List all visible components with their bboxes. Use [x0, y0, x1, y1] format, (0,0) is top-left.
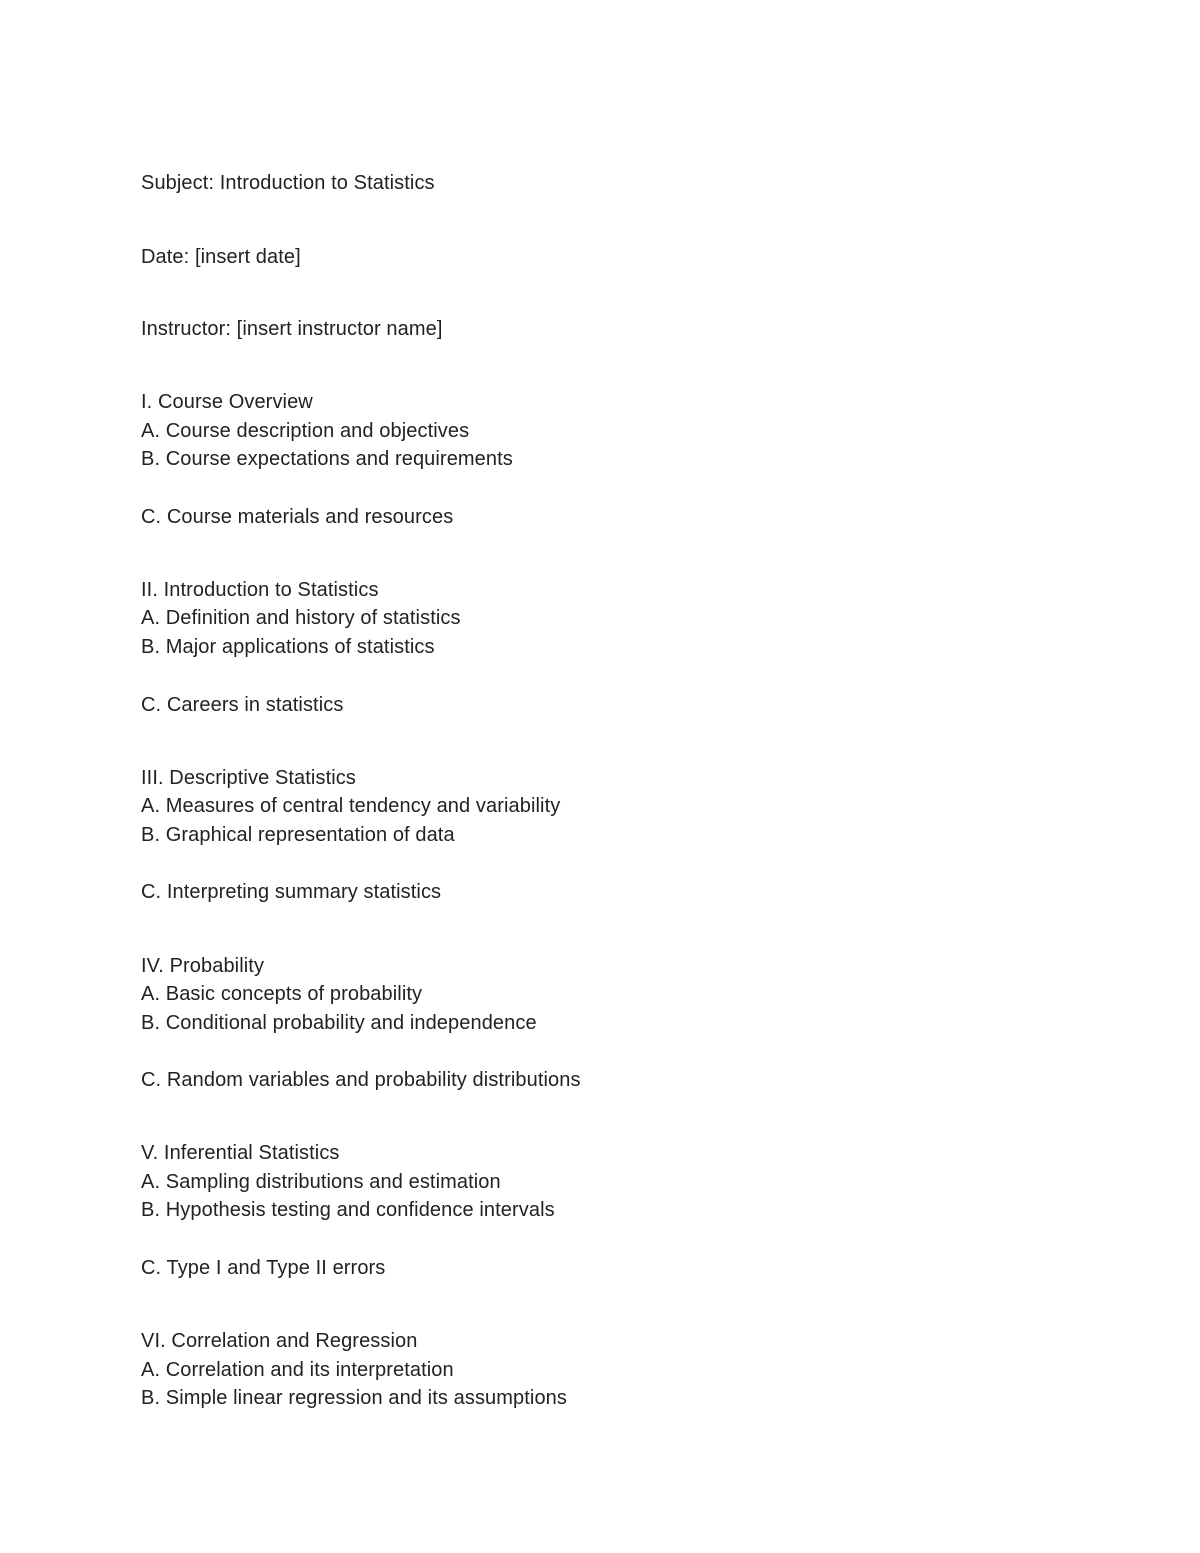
section-item: B. Simple linear regression and its assumptions	[141, 1387, 568, 1409]
section-item: C. Type I and Type II errors	[141, 1257, 386, 1279]
section-heading: IV. Probability	[141, 955, 265, 977]
section-heading: III. Descriptive Statistics	[141, 767, 356, 789]
section-item: A. Definition and history of statistics	[141, 607, 461, 629]
date-line: Date: [insert date]	[141, 246, 301, 268]
section-item: C. Course materials and resources	[141, 506, 454, 528]
section-item: B. Major applications of statistics	[141, 636, 435, 658]
section-item: B. Hypothesis testing and confidence intervals	[141, 1199, 555, 1221]
section-item: C. Careers in statistics	[141, 694, 344, 716]
section-item: A. Course description and objectives	[141, 420, 470, 442]
subject-line: Subject: Introduction to Statistics	[141, 172, 435, 194]
section-item: A. Basic concepts of probability	[141, 983, 423, 1005]
section-item: B. Graphical representation of data	[141, 824, 455, 846]
section-item: B. Course expectations and requirements	[141, 448, 513, 470]
section-item: C. Interpreting summary statistics	[141, 881, 442, 903]
instructor-line: Instructor: [insert instructor name]	[141, 318, 443, 340]
section-item: C. Random variables and probability distributions	[141, 1069, 581, 1091]
section-heading: II. Introduction to Statistics	[141, 579, 379, 601]
section-item: B. Conditional probability and independence	[141, 1012, 537, 1034]
section-heading: V. Inferential Statistics	[141, 1142, 340, 1164]
section-heading: VI. Correlation and Regression	[141, 1330, 418, 1352]
section-item: A. Measures of central tendency and variability	[141, 795, 561, 817]
section-heading: I. Course Overview	[141, 391, 313, 413]
section-item: A. Sampling distributions and estimation	[141, 1171, 501, 1193]
section-item: A. Correlation and its interpretation	[141, 1359, 454, 1381]
